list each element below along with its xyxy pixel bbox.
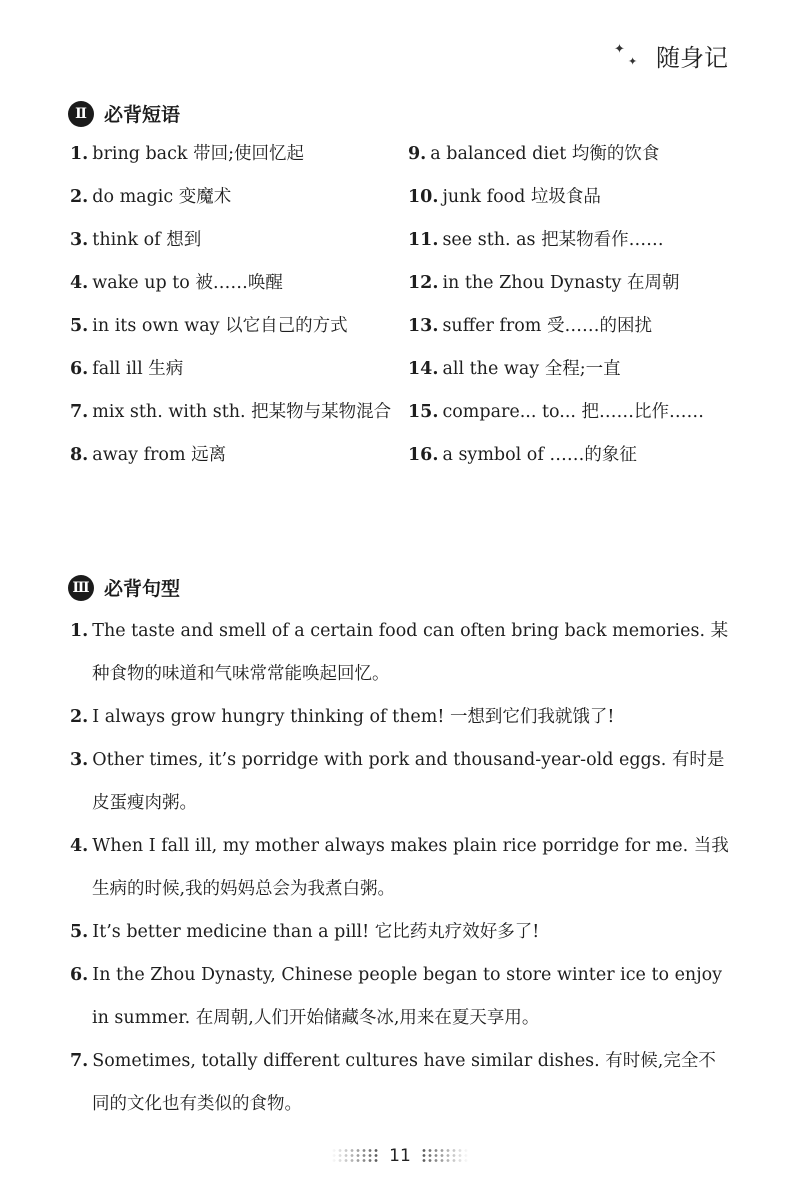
list-item: 6. fall ill 生病 bbox=[70, 359, 184, 379]
list-item: 3. think of 想到 bbox=[70, 230, 202, 250]
list-item: 10. junk food 垃圾食品 bbox=[408, 187, 601, 207]
header-label: 随身记 bbox=[656, 44, 728, 72]
section-badge: Ⅱ bbox=[68, 101, 94, 127]
list-item: 5. in its own way 以它自己的方式 bbox=[70, 316, 348, 336]
list-item: 15. compare... to... 把……比作…… bbox=[408, 402, 705, 422]
phrases-section-heading bbox=[68, 100, 180, 127]
sentences-section-heading bbox=[68, 574, 180, 601]
notes-header bbox=[612, 38, 728, 73]
list-item: 12. in the Zhou Dynasty 在周朝 bbox=[408, 273, 680, 293]
section-title: 必背句型 bbox=[104, 578, 181, 600]
list-item: 4. When I fall ill, my mother always makes plain rice porridge for me. 当我生病的时候,我的妈妈总会为我煮白粥。 bbox=[70, 836, 729, 899]
dot-ornament-icon bbox=[421, 1148, 469, 1164]
list-item: 13. suffer from 受……的困扰 bbox=[408, 316, 652, 336]
page-number: 11 bbox=[389, 1146, 411, 1166]
phrase-column-left bbox=[70, 133, 400, 477]
page-footer bbox=[0, 1146, 800, 1166]
list-item: 7. mix sth. with sth. 把某物与某物混合 bbox=[70, 402, 392, 422]
sentence-list bbox=[70, 610, 730, 1126]
list-item: 7. Sometimes, totally different cultures have similar dishes. 有时候,完全不同的文化也有类似的食物。 bbox=[70, 1051, 716, 1114]
sparkle-icon: ✦ ✦ bbox=[614, 41, 638, 68]
list-item: 9. a balanced diet 均衡的饮食 bbox=[408, 144, 660, 164]
list-item: 4. wake up to 被……唤醒 bbox=[70, 273, 283, 293]
list-item: 1. The taste and smell of a certain food can often bring back memories. 某种食物的味道和气味常常能唤起回忆。 bbox=[70, 621, 729, 684]
list-item: 5. It’s better medicine than a pill! 它比药丸疗效好多了! bbox=[70, 922, 540, 942]
list-item: 3. Other times, it’s porridge with pork and thousand-year-old eggs. 有时是皮蛋瘦肉粥。 bbox=[70, 750, 725, 813]
phrase-column-right bbox=[408, 133, 728, 477]
section-badge: Ⅲ bbox=[68, 575, 94, 601]
list-item: 6. In the Zhou Dynasty, Chinese people began to store winter ice to enjoy in summer. 在周朝,人们开始储藏冬冰,用来在夏天享用。 bbox=[70, 965, 723, 1028]
list-item: 2. I always grow hungry thinking of them! 一想到它们我就饿了! bbox=[70, 707, 615, 727]
list-item: 2. do magic 变魔术 bbox=[70, 187, 232, 207]
phrase-list bbox=[70, 133, 750, 523]
section-title: 必背短语 bbox=[104, 104, 181, 126]
list-item: 14. all the way 全程;一直 bbox=[408, 359, 621, 379]
dot-ornament-icon bbox=[331, 1148, 379, 1164]
list-item: 1. bring back 带回;使回忆起 bbox=[70, 144, 304, 164]
list-item: 11. see sth. as 把某物看作…… bbox=[408, 230, 664, 250]
list-item: 8. away from 远离 bbox=[70, 445, 227, 465]
list-item: 16. a symbol of ……的象征 bbox=[408, 445, 637, 465]
